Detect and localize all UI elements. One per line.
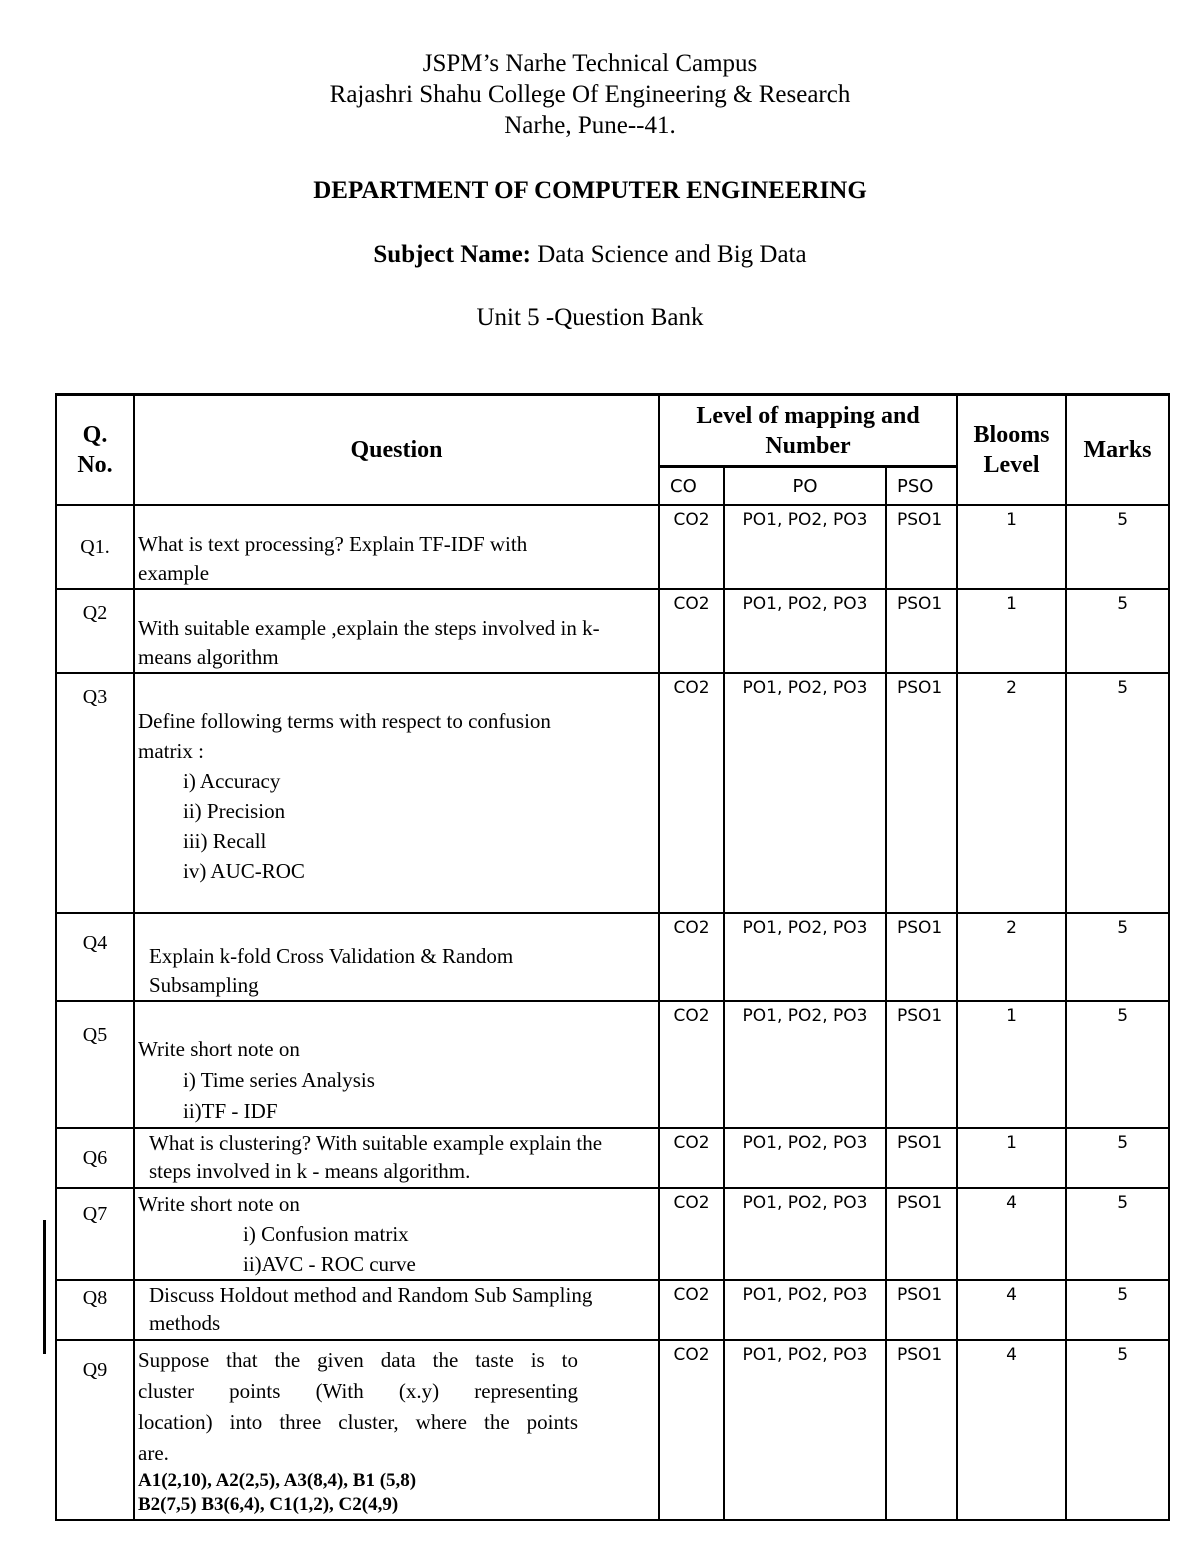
header-po: PO (724, 467, 886, 506)
pso-cell: PSO1 (886, 1128, 957, 1188)
qno-cell: Q7 (56, 1188, 134, 1280)
qno-cell: Q3 (56, 673, 134, 913)
marks-cell: 5 (1066, 1340, 1169, 1520)
po-cell: PO1, PO2, PO3 (724, 1280, 886, 1340)
co-cell: CO2 (659, 913, 724, 1001)
blooms-cell: 1 (957, 505, 1066, 589)
question-cell: What is clustering? With suitable example explain the steps involved in k - means algorithm. (134, 1128, 659, 1188)
table-row (56, 1340, 1169, 1520)
qno-cell: Q6 (56, 1128, 134, 1188)
co-cell: CO2 (659, 1128, 724, 1188)
pso-cell: PSO1 (886, 673, 957, 913)
blooms-cell: 2 (957, 673, 1066, 913)
blooms-cell: 1 (957, 1128, 1066, 1188)
table-row (56, 673, 1169, 913)
department-title: DEPARTMENT OF COMPUTER ENGINEERING (313, 177, 867, 204)
po-cell: PO1, PO2, PO3 (724, 505, 886, 589)
college-name: Rajashri Shahu College Of Engineering & Research (329, 81, 851, 108)
qno-cell: Q8 (56, 1280, 134, 1340)
header-mapping: Level of mapping and Number (659, 395, 957, 467)
table-row (56, 1188, 1169, 1280)
co-cell: CO2 (659, 673, 724, 913)
campus-name: JSPM’s Narhe Technical Campus (422, 50, 758, 77)
qno-cell: Q4 (56, 913, 134, 1001)
pso-cell: PSO1 (886, 505, 957, 589)
co-cell: CO2 (659, 1188, 724, 1280)
co-cell: CO2 (659, 1340, 724, 1520)
marks-cell: 5 (1066, 589, 1169, 673)
qno-cell: Q1. (56, 505, 134, 589)
question-cell: Discuss Holdout method and Random Sub Sampling methods (134, 1280, 659, 1340)
qno-cell: Q2 (56, 589, 134, 673)
subject-label: Subject Name: (373, 241, 531, 268)
table-row (56, 1001, 1169, 1128)
question-cell: Define following terms with respect to confusion matrix : i) Accuracy ii) Precision iii) Recall iv) AUC-ROC (134, 673, 659, 913)
pso-cell: PSO1 (886, 913, 957, 1001)
co-cell: CO2 (659, 589, 724, 673)
pso-cell: PSO1 (886, 589, 957, 673)
marks-cell: 5 (1066, 673, 1169, 913)
pso-cell: PSO1 (886, 1340, 957, 1520)
blooms-cell: 2 (957, 913, 1066, 1001)
marks-cell: 5 (1066, 913, 1169, 1001)
question-bank-table (55, 393, 1170, 1521)
header-question: Question (134, 395, 659, 506)
question-cell: What is text processing? Explain TF-IDF with example (134, 505, 659, 589)
header-co: CO (659, 467, 724, 506)
revision-bar (43, 1220, 46, 1354)
co-cell: CO2 (659, 505, 724, 589)
table-row (56, 913, 1169, 1001)
po-cell: PO1, PO2, PO3 (724, 913, 886, 1001)
question-cell: Write short note on i) Time series Analysis ii)TF - IDF (134, 1001, 659, 1128)
po-cell: PO1, PO2, PO3 (724, 1128, 886, 1188)
blooms-cell: 1 (957, 589, 1066, 673)
blooms-cell: 1 (957, 1001, 1066, 1128)
header-blooms: Blooms Level (957, 395, 1066, 506)
table-row (56, 1280, 1169, 1340)
po-cell: PO1, PO2, PO3 (724, 1001, 886, 1128)
marks-cell: 5 (1066, 1001, 1169, 1128)
po-cell: PO1, PO2, PO3 (724, 1340, 886, 1520)
table-row (56, 1128, 1169, 1188)
pso-cell: PSO1 (886, 1188, 957, 1280)
co-cell: CO2 (659, 1280, 724, 1340)
subject-value: Data Science and Big Data (537, 241, 807, 268)
header-marks: Marks (1066, 395, 1169, 506)
header-qno: Q. No. (56, 395, 134, 506)
marks-cell: 5 (1066, 1188, 1169, 1280)
qno-cell: Q9 (56, 1340, 134, 1520)
blooms-cell: 4 (957, 1340, 1066, 1520)
marks-cell: 5 (1066, 505, 1169, 589)
marks-cell: 5 (1066, 1128, 1169, 1188)
question-cell: With suitable example ,explain the steps involved in k- means algorithm (134, 589, 659, 673)
po-cell: PO1, PO2, PO3 (724, 673, 886, 913)
marks-cell: 5 (1066, 1280, 1169, 1340)
question-cell: Suppose that the given data the taste is to cluster points (With (x.y) representing location) into three cluster, where the points are. A1(2,10), A2(2,5), A3(8,4), B1 (5,8) B2(7,5) B3(6,4), C1(1,2), C2(4,9) (134, 1340, 659, 1520)
question-cell: Explain k-fold Cross Validation & Random Subsampling (134, 913, 659, 1001)
question-cell: Write short note on i) Confusion matrix ii)AVC - ROC curve (134, 1188, 659, 1280)
unit-title: Unit 5 -Question Bank (476, 304, 704, 331)
pso-cell: PSO1 (886, 1001, 957, 1128)
blooms-cell: 4 (957, 1188, 1066, 1280)
co-cell: CO2 (659, 1001, 724, 1128)
pso-cell: PSO1 (886, 1280, 957, 1340)
table-row (56, 505, 1169, 589)
po-cell: PO1, PO2, PO3 (724, 589, 886, 673)
blooms-cell: 4 (957, 1280, 1066, 1340)
college-address: Narhe, Pune--41. (504, 112, 676, 139)
qno-cell: Q5 (56, 1001, 134, 1128)
table-row (56, 589, 1169, 673)
subject-line (0, 240, 1180, 270)
po-cell: PO1, PO2, PO3 (724, 1188, 886, 1280)
header-pso: PSO (886, 467, 957, 506)
